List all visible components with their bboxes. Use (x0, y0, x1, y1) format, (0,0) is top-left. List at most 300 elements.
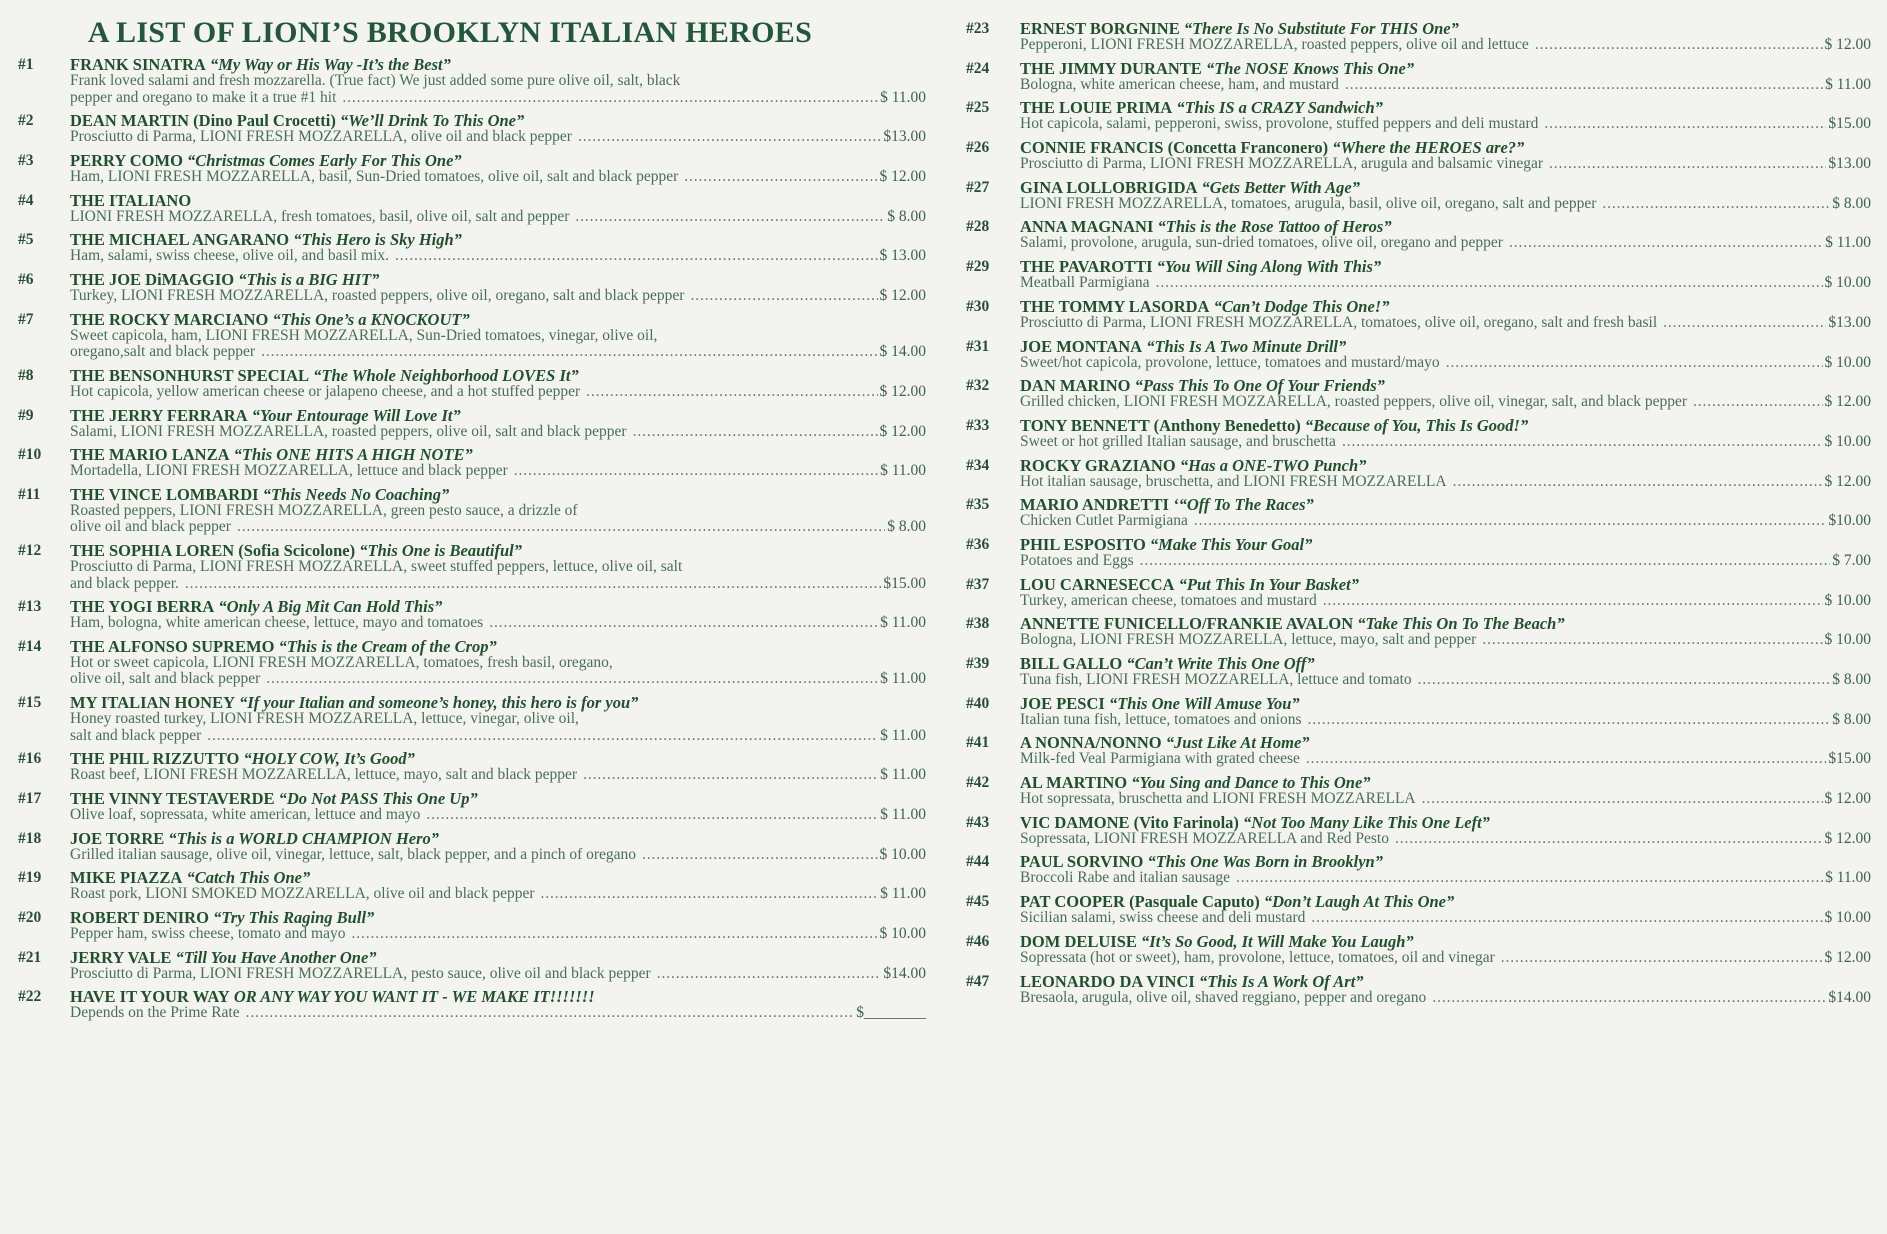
item-tagline: “This One Was Born in Brooklyn” (1147, 852, 1383, 872)
item-ingredients: Prosciutto di Parma, LIONI FRESH MOZZARELLA, olive oil and black pepper (70, 128, 572, 146)
item-name: PERRY COMO (70, 150, 183, 170)
item-number: #22 (18, 988, 42, 1006)
item-heading (70, 542, 926, 559)
item-price: $ 11.00 (880, 614, 926, 632)
menu-item (18, 271, 926, 311)
menu-item (966, 338, 1871, 378)
item-tagline: “Can’t Write This One Off” (1126, 654, 1315, 673)
item-name: THE ALFONSO SUPREMO (70, 636, 275, 656)
dot-leader (1687, 394, 1823, 411)
dot-leader (1150, 275, 1823, 292)
item-name: MARIO ANDRETTI (1020, 495, 1169, 515)
item-price: $ 12.00 (879, 382, 926, 400)
item-number: #42 (966, 774, 990, 792)
item-name: DOM DELUISE (1020, 931, 1137, 951)
item-ingredients: olive oil and black pepper (70, 518, 231, 536)
item-ingredients: Prosciutto di Parma, LIONI FRESH MOZZARELLA, arugula and balsamic vinegar (1020, 155, 1544, 173)
item-price-line (70, 344, 926, 361)
item-price-line (1020, 513, 1871, 530)
item-description (1020, 77, 1871, 94)
item-price: $ 8.00 (1832, 194, 1871, 212)
item-heading (1020, 20, 1871, 37)
item-body (70, 271, 926, 311)
item-name: THE PHIL RIZZUTTO (70, 749, 240, 769)
item-number: #7 (18, 310, 34, 328)
item-description (70, 807, 926, 824)
item-description (1020, 990, 1871, 1007)
item-heading (1020, 258, 1871, 275)
item-description (1020, 593, 1871, 610)
item-number: #40 (966, 694, 990, 712)
item-ingredients: Roast beef, LIONI FRESH MOZZARELLA, lettuce, mayo, salt and black pepper (70, 766, 578, 784)
item-price-line (70, 615, 926, 632)
item-description (1020, 235, 1871, 252)
item-description (1020, 632, 1871, 649)
item-price-line (1020, 434, 1871, 451)
item-price-line (70, 169, 926, 186)
item-tagline: “You Will Sing Along With This” (1156, 257, 1382, 277)
right-hero-list (966, 20, 1871, 1012)
item-heading (1020, 338, 1871, 355)
item-body (70, 311, 926, 367)
item-number: #18 (18, 829, 42, 847)
item-ingredients: pepper and oregano to make it a true #1 hit (70, 88, 337, 106)
item-price-line (1020, 831, 1871, 848)
menu-item (18, 367, 926, 407)
item-tagline: “This is a BIG HIT” (238, 269, 380, 289)
item-tagline: “This is the Rose Tattoo of Heros” (1157, 217, 1392, 237)
item-tagline: “Catch This One” (186, 868, 311, 888)
item-number: #3 (18, 151, 34, 169)
item-name: JERRY VALE (70, 947, 172, 967)
item-price: $ 14.00 (879, 343, 926, 361)
item-description (1020, 196, 1871, 213)
item-tagline: “Can’t Dodge This One!” (1213, 296, 1390, 316)
item-body (70, 949, 926, 989)
item-price-line (70, 90, 926, 107)
item-body (70, 869, 926, 909)
item-body (1020, 496, 1871, 536)
item-body (1020, 60, 1871, 100)
item-heading (70, 446, 926, 463)
item-body (70, 988, 926, 1028)
item-number: #28 (966, 218, 990, 236)
item-number: #24 (966, 59, 990, 77)
item-name: THE ITALIANO (70, 190, 192, 210)
item-heading (70, 486, 926, 503)
item-body (1020, 933, 1871, 973)
item-heading (70, 231, 926, 248)
menu-item (18, 598, 926, 638)
item-description (70, 248, 926, 265)
item-description (1020, 434, 1871, 451)
item-description (1020, 513, 1871, 530)
item-heading (1020, 536, 1871, 553)
item-price-line (70, 424, 926, 441)
item-body (1020, 139, 1871, 179)
item-body (1020, 258, 1871, 298)
item-name: LOU CARNESECCA (1020, 574, 1175, 594)
item-description (1020, 751, 1871, 768)
item-price-line (70, 384, 926, 401)
item-price: $ 8.00 (887, 207, 926, 225)
item-number: #25 (966, 99, 990, 117)
item-name: THE JERRY FERRARA (70, 405, 248, 425)
item-body (70, 750, 926, 790)
dot-leader (1495, 950, 1823, 967)
item-ingredients: Sweet or hot grilled Italian sausage, and bruschetta (1020, 432, 1336, 450)
left-column (18, 0, 926, 1028)
dot-leader (1336, 434, 1823, 451)
item-body (70, 790, 926, 830)
item-tagline: “Try This Raging Bull” (213, 908, 375, 928)
item-ingredients: Mortadella, LIONI FRESH MOZZARELLA, lettuce and black pepper (70, 462, 508, 480)
item-description (1020, 831, 1871, 848)
item-price: $ 12.00 (1824, 472, 1871, 490)
item-heading (1020, 179, 1871, 196)
item-ingredients: Chicken Cutlet Parmigiana (1020, 512, 1188, 530)
item-price: $ 10.00 (1824, 353, 1871, 371)
item-ingredients: Broccoli Rabe and italian sausage (1020, 869, 1231, 887)
dot-leader (1657, 315, 1826, 332)
item-number: #17 (18, 790, 42, 807)
item-price-line (1020, 910, 1871, 927)
item-heading (1020, 774, 1871, 791)
item-description (70, 926, 926, 943)
item-price-line (1020, 712, 1871, 729)
item-tagline: OR ANY WAY YOU WANT IT - WE MAKE IT!!!!!!! (233, 987, 595, 1007)
item-price: $ 8.00 (887, 518, 926, 536)
item-tagline: “The Whole Neighborhood LOVES It” (313, 365, 579, 385)
dot-leader (1230, 870, 1823, 887)
item-description (70, 424, 926, 441)
menu-item (18, 407, 926, 447)
item-ingredients: Depends on the Prime Rate (70, 1004, 240, 1022)
item-body (70, 112, 926, 152)
item-price-line (70, 129, 926, 146)
dot-leader (577, 767, 878, 784)
menu-item (18, 542, 926, 598)
item-name: PHIL ESPOSITO (1020, 534, 1146, 554)
dot-leader (1476, 632, 1822, 649)
menu-item (966, 298, 1871, 338)
item-price-line (1020, 474, 1871, 491)
item-ingredients: Italian tuna fish, lettuce, tomatoes and onions (1020, 710, 1302, 728)
item-price: $ 8.00 (1832, 671, 1871, 688)
item-ingredients: Grilled chicken, LIONI FRESH MOZZARELLA, roasted peppers, olive oil, vinegar, salt, and black pepper (1020, 393, 1687, 411)
item-price-line (1020, 553, 1871, 570)
item-body (1020, 536, 1871, 576)
menu-item (18, 869, 926, 909)
item-body (70, 446, 926, 486)
item-ingredients: Pepperoni, LIONI FRESH MOZZARELLA, roasted peppers, olive oil and lettuce (1020, 36, 1529, 53)
item-price: $ 12.00 (1824, 829, 1871, 847)
item-price-line (70, 576, 926, 593)
menu-item (18, 694, 926, 750)
menu-item (966, 20, 1871, 60)
item-tagline: “This One Will Amuse You” (1108, 693, 1300, 713)
item-name: THE VINNY TESTAVERDE (70, 789, 275, 808)
dot-leader (572, 129, 881, 146)
item-number: #23 (966, 20, 990, 37)
dot-leader (336, 90, 878, 107)
menu-item (966, 615, 1871, 655)
item-body (70, 542, 926, 598)
item-body (1020, 615, 1871, 655)
item-tagline: “Not Too Many Like This One Left” (1243, 812, 1490, 832)
item-price-line (70, 926, 926, 943)
item-price: $14.00 (883, 964, 926, 982)
item-price: $ 7.00 (1832, 551, 1871, 569)
dot-leader (508, 463, 878, 480)
item-body (1020, 774, 1871, 814)
item-price-line (1020, 672, 1871, 689)
menu-item (966, 496, 1871, 536)
left-hero-list (18, 56, 926, 1028)
item-price-line (70, 728, 926, 745)
item-tagline: “Only A Big Mit Can Hold This” (218, 597, 443, 617)
item-body (1020, 457, 1871, 497)
item-name: ANNETTE FUNICELLO/FRANKIE AVALON (1020, 614, 1354, 634)
item-description (1020, 950, 1871, 967)
item-tagline: “Has a ONE-TWO Punch” (1179, 455, 1367, 475)
item-price-line (70, 1005, 926, 1022)
item-tagline: “This Hero is Sky High” (293, 230, 462, 250)
item-tagline: “My Way or His Way -It’s the Best” (209, 55, 451, 74)
item-ingredients: Roasted peppers, LIONI FRESH MOZZARELLA, green pesto sauce, a drizzle of (70, 501, 578, 519)
item-price: $ 11.00 (880, 806, 926, 823)
item-number: #36 (966, 535, 990, 553)
item-description (1020, 275, 1871, 292)
item-price-line (1020, 77, 1871, 94)
item-price: $ 12.00 (1824, 790, 1871, 808)
item-body (1020, 853, 1871, 893)
item-price-line (70, 288, 926, 305)
item-number: #6 (18, 270, 34, 288)
item-body (70, 192, 926, 232)
item-tagline: “Take This On To The Beach” (1357, 614, 1565, 634)
item-description (70, 463, 926, 480)
item-ingredients: Grilled italian sausage, olive oil, vinegar, lettuce, salt, black pepper, and a pinch of oregano (70, 845, 637, 863)
dot-leader (684, 288, 877, 305)
item-heading (1020, 893, 1871, 910)
item-ingredients: and black pepper. (70, 574, 179, 592)
menu-item (18, 192, 926, 232)
item-ingredients: Sweet capicola, ham, LIONI FRESH MOZZARELLA, Sun-Dried tomatoes, vinegar, olive oil, (70, 326, 658, 344)
menu-item (966, 258, 1871, 298)
item-body (1020, 179, 1871, 219)
right-column (966, 0, 1871, 1012)
item-name: THE JOE DiMAGGIO (70, 269, 235, 289)
item-heading (70, 949, 926, 966)
dot-leader (483, 615, 878, 632)
item-price-line (70, 519, 926, 536)
item-number: #11 (18, 485, 41, 503)
item-description (70, 655, 926, 688)
item-description (1020, 870, 1871, 887)
item-name: ANNA MAGNANI (1020, 217, 1154, 237)
item-number: #27 (966, 178, 990, 196)
item-tagline: “We’ll Drink To This One” (339, 111, 525, 131)
item-number: #32 (966, 377, 990, 395)
item-ingredients: Roast pork, LIONI SMOKED MOZZARELLA, olive oil and black pepper (70, 885, 535, 903)
item-price-line (70, 248, 926, 265)
item-heading (1020, 417, 1871, 434)
item-tagline: “This ONE HITS A HIGH NOTE” (233, 445, 473, 465)
dot-leader (580, 384, 877, 401)
item-ingredients: olive oil, salt and black pepper (70, 670, 261, 688)
item-name: JOE PESCI (1020, 693, 1105, 713)
menu-item (18, 638, 926, 694)
item-name: MY ITALIAN HONEY (70, 693, 236, 713)
item-price: $ 13.00 (879, 247, 926, 265)
item-ingredients: Honey roasted turkey, LIONI FRESH MOZZARELLA, lettuce, vinegar, olive oil, (70, 710, 579, 728)
item-description (70, 847, 926, 864)
dot-leader (1416, 791, 1823, 808)
menu-item (966, 973, 1871, 1013)
item-description (1020, 910, 1871, 927)
item-price: $ 11.00 (880, 670, 926, 688)
item-name: PAT COOPER (Pasquale Caputo) (1020, 892, 1260, 912)
dot-leader (1440, 355, 1823, 372)
item-description (1020, 355, 1871, 372)
item-number: #37 (966, 575, 990, 593)
item-heading (70, 750, 926, 767)
item-name: LEONARDO DA VINCI (1020, 971, 1195, 991)
item-tagline: “Your Entourage Will Love It” (251, 405, 461, 425)
dot-leader (678, 169, 877, 186)
item-body (1020, 99, 1871, 139)
item-body (70, 486, 926, 542)
item-heading (70, 790, 926, 807)
item-price: $ 12.00 (1824, 948, 1871, 966)
item-ingredients: Hot sopressata, bruschetta and LIONI FRESH MOZZARELLA (1020, 790, 1416, 808)
dot-leader (240, 1005, 855, 1022)
item-ingredients: oregano,salt and black pepper (70, 343, 256, 361)
dot-leader (1538, 116, 1826, 133)
item-heading (70, 56, 926, 73)
item-tagline: “This IS a CRAZY Sandwich” (1176, 98, 1383, 118)
item-price: $________ (856, 1004, 926, 1022)
item-number: #16 (18, 750, 42, 768)
item-name: THE MARIO LANZA (70, 445, 230, 465)
item-body (70, 407, 926, 447)
menu-item (966, 218, 1871, 258)
item-tagline: “There Is No Substitute For THIS One” (1183, 19, 1459, 38)
item-body (70, 638, 926, 694)
item-price-line (1020, 355, 1871, 372)
item-number: #10 (18, 446, 42, 464)
item-ingredients: Sweet/hot capicola, provolone, lettuce, tomatoes and mustard/mayo (1020, 353, 1440, 371)
item-tagline: “Till You Have Another One” (175, 947, 377, 967)
item-number: #41 (966, 734, 990, 752)
item-body (1020, 695, 1871, 735)
item-ingredients: Hot capicola, salami, pepperoni, swiss, provolone, stuffed peppers and deli mustard (1020, 115, 1539, 133)
item-number: #5 (18, 231, 34, 249)
item-price: $10.00 (1828, 512, 1871, 530)
dot-leader (179, 576, 881, 593)
item-name: PAUL SORVINO (1020, 852, 1144, 872)
item-ingredients: Potatoes and Eggs (1020, 551, 1134, 569)
item-ingredients: Tuna fish, LIONI FRESH MOZZARELLA, lettuce and tomato (1020, 671, 1412, 688)
item-ingredients: Pepper ham, swiss cheese, tomato and mayo (70, 925, 346, 943)
item-tagline: “This is the Cream of the Crop” (278, 636, 497, 656)
item-heading (1020, 734, 1871, 751)
item-tagline: ‘“Off To The Races” (1173, 495, 1314, 515)
dot-leader (1389, 831, 1823, 848)
menu-item (966, 893, 1871, 933)
item-heading (1020, 60, 1871, 77)
dot-leader (1302, 712, 1831, 729)
dot-leader (260, 671, 878, 688)
item-body (1020, 298, 1871, 338)
item-ingredients: Ham, LIONI FRESH MOZZARELLA, basil, Sun-Dried tomatoes, olive oil, salt and black pepper (70, 167, 679, 185)
item-name: THE YOGI BERRA (70, 597, 215, 617)
item-name: THE JIMMY DURANTE (1020, 58, 1202, 78)
dot-leader (1317, 593, 1823, 610)
item-body (70, 56, 926, 112)
item-name: VIC DAMONE (Vito Farinola) (1020, 812, 1239, 832)
menu-item (966, 774, 1871, 814)
menu-item (18, 112, 926, 152)
item-price: $ 11.00 (880, 766, 926, 784)
item-ingredients: Sopressata, LIONI FRESH MOZZARELLA and Red Pesto (1020, 829, 1389, 847)
item-price: $ 10.00 (879, 925, 926, 943)
item-ingredients: LIONI FRESH MOZZARELLA, fresh tomatoes, basil, olive oil, salt and pepper (70, 207, 570, 225)
item-body (70, 367, 926, 407)
menu-item (18, 830, 926, 870)
item-tagline: “This One is Beautiful” (359, 541, 522, 561)
item-heading (70, 152, 926, 169)
item-heading (1020, 457, 1871, 474)
menu-item (966, 457, 1871, 497)
item-ingredients: salt and black pepper (70, 726, 202, 744)
item-name: THE PAVAROTTI (1020, 257, 1153, 277)
item-ingredients: Ham, salami, swiss cheese, olive oil, and basil mix. (70, 247, 389, 265)
item-price-line (70, 463, 926, 480)
menu-item (966, 60, 1871, 100)
item-body (70, 152, 926, 192)
menu-item (18, 909, 926, 949)
item-heading (70, 830, 926, 847)
item-price: $ 11.00 (880, 88, 926, 106)
item-price-line (1020, 950, 1871, 967)
item-price-line (1020, 196, 1871, 213)
item-heading (70, 869, 926, 886)
item-ingredients: Milk-fed Veal Parmigiana with grated cheese (1020, 750, 1300, 768)
menu-item (966, 734, 1871, 774)
item-heading (70, 638, 926, 655)
item-description (70, 711, 926, 744)
item-name: JOE MONTANA (1020, 336, 1143, 356)
item-price-line (70, 886, 926, 903)
item-name: DEAN MARTIN (Dino Paul Crocetti) (70, 111, 336, 131)
item-description (70, 129, 926, 146)
item-heading (70, 909, 926, 926)
item-ingredients: Turkey, LIONI FRESH MOZZARELLA, roasted peppers, olive oil, oregano, salt and black pepper (70, 286, 685, 304)
item-tagline: “The NOSE Knows This One” (1205, 58, 1415, 78)
item-price: $ 11.00 (880, 462, 926, 480)
menu-item (18, 231, 926, 271)
item-price-line (70, 847, 926, 864)
item-ingredients: LIONI FRESH MOZZARELLA, tomatoes, arugula, basil, olive oil, oregano, salt and pepper (1020, 194, 1597, 212)
menu-item (18, 56, 926, 112)
item-price-line (1020, 275, 1871, 292)
item-number: #26 (966, 139, 990, 157)
item-price: $ 12.00 (879, 422, 926, 440)
item-ingredients: Salami, provolone, arugula, sun-dried tomatoes, olive oil, oregano and pepper (1020, 234, 1503, 252)
item-description (70, 767, 926, 784)
